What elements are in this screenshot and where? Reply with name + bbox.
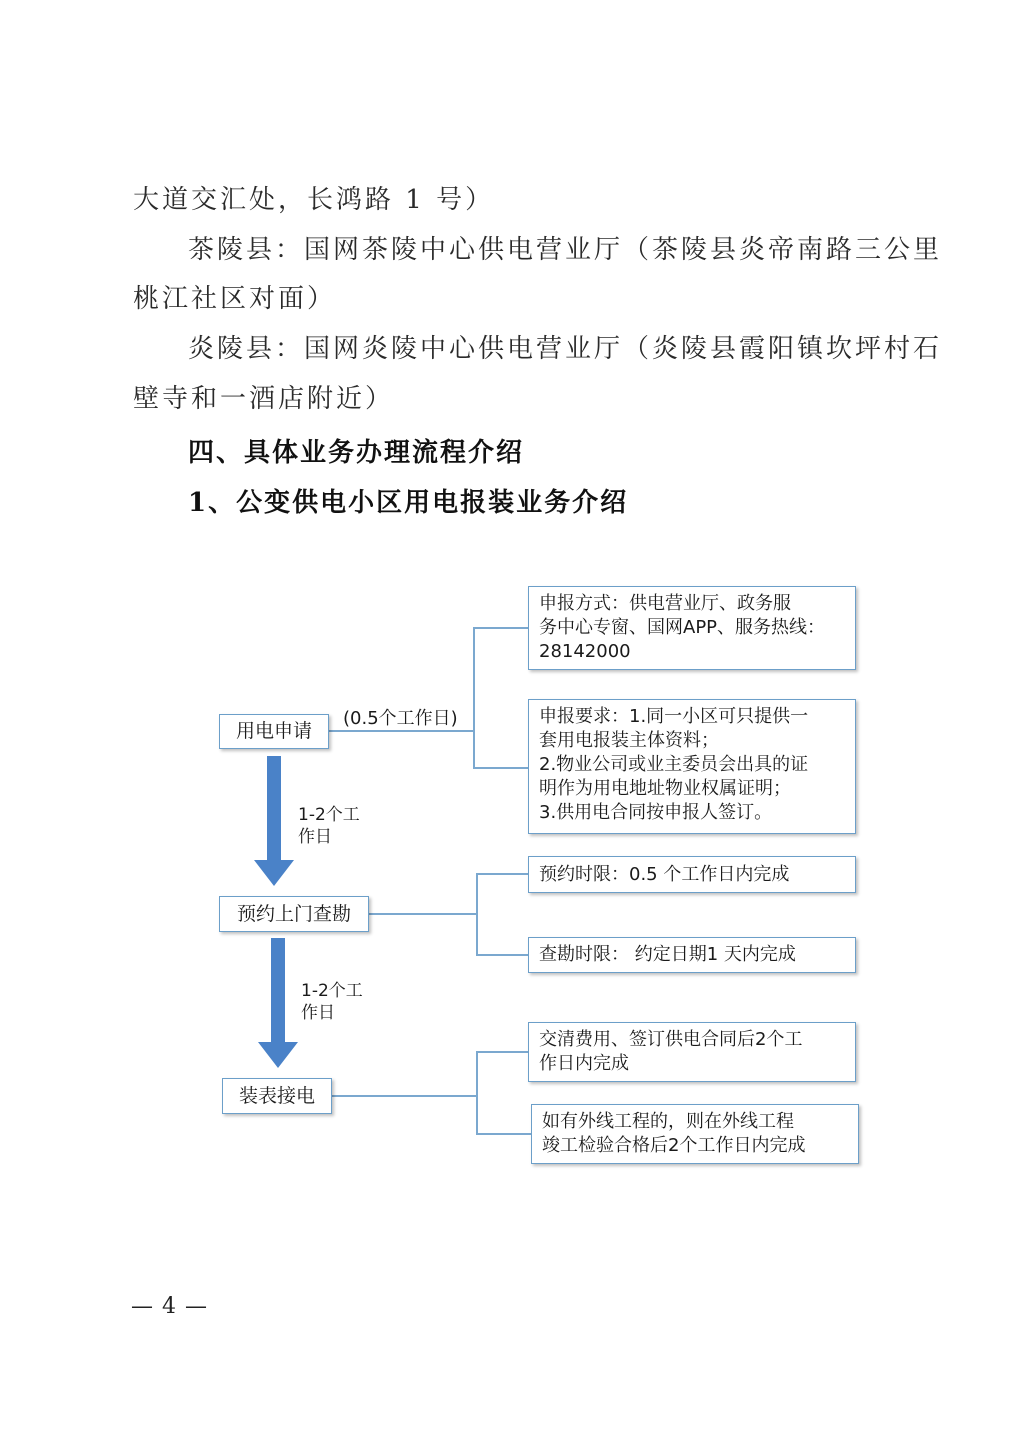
arrow-duration-label — [298, 804, 360, 848]
step-install: 装表接电 — [222, 1078, 332, 1114]
paragraph-line-1: 大道交汇处，长鸿路 1 号） — [133, 185, 495, 215]
sub-heading: 1、公变供电小区用电报装业务介绍 — [188, 488, 629, 518]
section-heading: 四、具体业务办理流程介绍 — [188, 438, 525, 468]
connector-line — [368, 913, 477, 915]
connector-line — [476, 1051, 478, 1134]
connector-line — [473, 627, 528, 629]
detail-line: 申报要求：1.同一小区可只提供一 — [539, 706, 809, 727]
connector-line — [476, 873, 528, 875]
step1-time-label: (0.5个工作日) — [343, 708, 458, 729]
connector-line — [476, 1051, 528, 1053]
arrow-duration-label-line: 1-2个工 — [301, 981, 363, 1001]
down-arrow-icon — [252, 756, 296, 888]
paragraph-line-5: 壁寺和一酒店附近） — [133, 384, 395, 414]
detail-appointment-limit: 预约时限：0.5 个工作日内完成 — [528, 856, 856, 893]
arrow-duration-label-line: 作日 — [298, 827, 332, 847]
detail-survey-limit: 查勘时限： 约定日期1 天内完成 — [528, 937, 856, 973]
detail-apply-requirements — [528, 699, 856, 834]
detail-line: 作日内完成 — [539, 1053, 629, 1074]
detail-apply-method — [528, 586, 856, 670]
connector-line — [476, 873, 478, 955]
detail-line: 如有外线工程的，则在外线工程 — [542, 1111, 794, 1132]
detail-line: 3.供用电合同按申报人签订。 — [539, 802, 773, 823]
detail-external-works — [531, 1104, 859, 1164]
connector-line — [328, 730, 474, 732]
detail-line: 28142000 — [539, 641, 631, 662]
arrow-duration-label-line: 作日 — [301, 1003, 335, 1023]
detail-line: 务中心专窗、国网APP、服务热线： — [539, 617, 826, 638]
paragraph-line-4: 炎陵县：国网炎陵中心供电营业厅（炎陵县霞阳镇坎坪村石 — [188, 334, 943, 364]
arrow-duration-label-line: 1-2个工 — [298, 805, 360, 825]
connector-line — [476, 954, 528, 956]
step-apply: 用电申请 — [219, 714, 329, 749]
detail-line: 申报方式：供电营业厅、政务服 — [539, 593, 791, 614]
detail-fee-contract — [528, 1022, 856, 1082]
detail-line: 套用电报装主体资料； — [539, 730, 719, 751]
page-number: — 4 — — [131, 1294, 208, 1319]
connector-line — [476, 1133, 531, 1135]
down-arrow-icon — [256, 938, 300, 1070]
detail-line: 交清费用、签订供电合同后2个工 — [539, 1029, 803, 1050]
paragraph-line-3: 桃江社区对面） — [133, 284, 337, 314]
step-survey: 预约上门查勘 — [219, 896, 369, 932]
connector-line — [473, 627, 475, 768]
connector-line — [473, 767, 528, 769]
detail-line: 竣工检验合格后2个工作日内完成 — [542, 1135, 806, 1156]
connector-line — [331, 1095, 477, 1097]
paragraph-line-2: 茶陵县：国网茶陵中心供电营业厅（茶陵县炎帝南路三公里 — [188, 235, 943, 265]
detail-line: 2.物业公司或业主委员会出具的证 — [539, 754, 809, 775]
arrow-duration-label — [301, 980, 363, 1024]
detail-line: 明作为用电地址物业权属证明； — [539, 778, 791, 799]
